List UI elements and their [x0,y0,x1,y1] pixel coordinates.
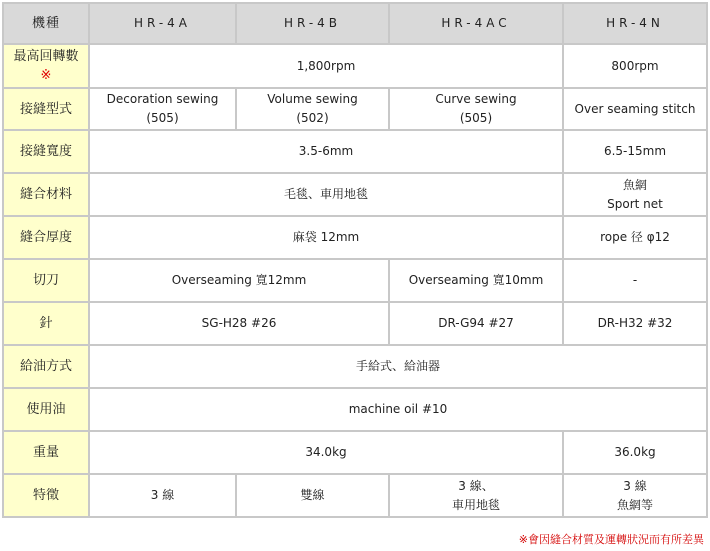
feature-n-line2: 魚網等 [616,497,653,512]
row-thickness [4,217,706,258]
width-n: 6.5-15mm [564,131,706,172]
label-weight: 重量 [4,432,88,473]
knife-ab: Overseaming 寬12mm [90,260,388,301]
label-thickness: 縫合厚度 [4,217,88,258]
oiling-value: 手給式、給油器 [90,346,706,387]
label-width: 接縫寬度 [4,131,88,172]
weight-main: 34.0kg [90,432,562,473]
type-ac [390,89,562,129]
needle-ac: DR-G94 #27 [390,303,562,344]
thickness-n: rope 径 φ12 [564,217,706,258]
type-b-name: Volume sewing [267,92,358,106]
speed-n: 800rpm [564,45,706,87]
speed-main: 1,800rpm [90,45,562,87]
weight-n: 36.0kg [564,432,706,473]
type-n: Over seaming stitch [564,89,706,129]
header-row [4,4,706,43]
type-ac-code: (505) [459,111,493,125]
row-needle [4,303,706,344]
feature-b: 雙線 [237,475,388,516]
row-type [4,89,706,129]
thickness-main: 麻袋 12mm [90,217,562,258]
corner-cell: 機種 [4,4,88,43]
model-hr-4a: HR-4A [90,4,235,43]
footnote: ※會因縫合材質及運轉狀況而有所差異 [518,533,704,546]
material-n-line2: Sport net [607,196,663,211]
label-feature: 特徵 [4,475,88,516]
feature-n-line1: 3 線 [623,478,647,493]
material-n [564,174,706,215]
label-type: 接縫型式 [4,89,88,129]
row-feature [4,475,706,516]
label-oil: 使用油 [4,389,88,430]
feature-ac-line1: 3 線、 [458,478,494,493]
label-knife: 切刀 [4,260,88,301]
label-material: 縫合材料 [4,174,88,215]
model-hr-4b: HR-4B [237,4,388,43]
type-ac-name: Curve sewing [435,92,517,106]
row-width [4,131,706,172]
row-oiling [4,346,706,387]
label-speed-text: 最高回轉數 [13,49,79,64]
spec-table [2,2,708,518]
type-b [237,89,388,129]
label-oiling: 給油方式 [4,346,88,387]
model-hr-4n: HR-4N [564,4,706,43]
note-mark: ※ [40,68,52,83]
knife-n: - [564,260,706,301]
row-knife [4,260,706,301]
needle-n: DR-H32 #32 [564,303,706,344]
type-a [90,89,235,129]
feature-ac-line2: 車用地毯 [451,497,500,512]
row-weight [4,432,706,473]
type-b-code: (502) [296,111,329,125]
needle-ab: SG-H28 #26 [90,303,388,344]
row-material [4,174,706,215]
label-needle: 針 [4,303,88,344]
feature-n [564,475,706,516]
row-oil [4,389,706,430]
type-a-name: Decoration sewing [106,92,219,106]
feature-a: 3 線 [90,475,235,516]
type-a-code: (505) [146,111,179,125]
label-speed [4,45,88,87]
feature-ac [390,475,562,516]
material-main: 毛毯、車用地毯 [90,174,562,215]
row-speed [4,45,706,87]
model-hr-4ac: HR-4AC [390,4,562,43]
material-n-line1: 魚網 [622,177,647,192]
oil-value: machine oil #10 [90,389,706,430]
knife-ac: Overseaming 寬10mm [390,260,562,301]
width-main: 3.5-6mm [90,131,562,172]
